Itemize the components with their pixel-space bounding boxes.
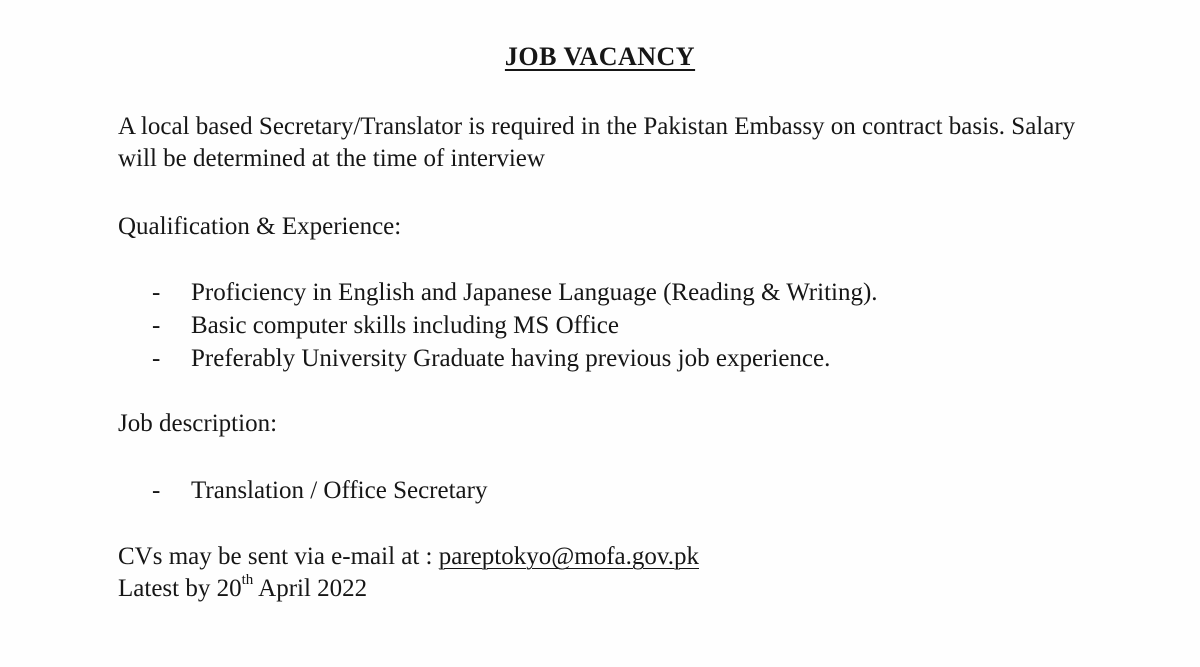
deadline-rest-text: April 2022 [253,575,368,602]
deadline-ordinal-suffix: th [241,571,254,588]
job-description-list [152,474,487,507]
deadline-line [118,573,1098,605]
qualification-list [152,276,878,375]
document-title [0,42,1200,72]
qualification-text: Preferably University Graduate having previous job experience. [191,345,831,372]
list-item [152,474,487,507]
bullet-dash: - [152,279,161,306]
bullet-dash: - [152,477,161,504]
bullet-dash: - [152,345,161,372]
list-item [152,342,878,375]
job-description-heading: Job description: [118,410,278,437]
list-item [152,309,878,342]
cv-instructions [118,541,1098,573]
cv-prefix-text: CVs may be sent via e-mail at : [118,543,439,570]
intro-paragraph: A local based Secretary/Translator is required in the Pakistan Embassy on contract basis. Salary will be determined at the time of interview [118,113,1076,172]
job-description-text: Translation / Office Secretary [191,477,488,504]
list-item [152,276,878,309]
bullet-dash: - [152,312,161,339]
title-text: JOB VACANCY [504,42,696,71]
qualification-heading: Qualification & Experience: [118,213,402,240]
email-link[interactable]: pareptokyo@mofa.gov.pk [438,543,699,570]
qualification-text: Proficiency in English and Japanese Language (Reading & Writing). [191,279,878,306]
deadline-prefix-text: Latest by 20 [118,575,242,602]
qualification-text: Basic computer skills including MS Office [191,312,619,339]
